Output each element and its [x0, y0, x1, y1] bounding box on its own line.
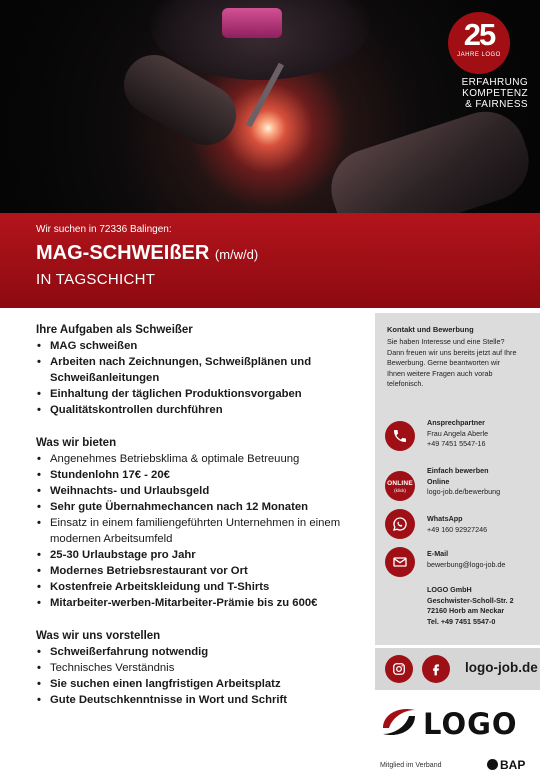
online-apply-badge[interactable]: ONLINE (klick) — [385, 471, 415, 501]
social-bar — [375, 648, 540, 690]
contact-text: Sie haben Interesse und eine Stelle? Dann freuen wir uns bereits jetzt auf Ihre Bewerbung. Gerne beantworten wir Ihnen weitere Fragen auch vorab telefonisch. — [387, 337, 517, 389]
offer-title: Was wir bieten — [36, 437, 117, 449]
list-item: • Mitarbeiter-werben-Mitarbeiter-Prämie bis zu 600€ — [36, 595, 366, 611]
tasks-title: Ihre Aufgaben als Schweißer — [36, 324, 193, 336]
requirements-title: Was wir uns vorstellen — [36, 630, 161, 642]
list-item: • Sie suchen einen langfristigen Arbeitsplatz — [36, 676, 366, 692]
anniversary-badge — [448, 12, 510, 74]
list-item: • Stundenlohn 17€ - 20€ — [36, 467, 366, 483]
badge-subtitle: JAHRE LOGO — [457, 52, 501, 58]
hero-welding-photo — [0, 0, 540, 213]
whatsapp-contact: WhatsApp +49 160 92927246 — [427, 514, 537, 535]
list-item: • Einsatz in einem familiengeführten Unternehmen in einem modernen Arbeitsumfeld — [36, 515, 366, 547]
partner-name: Frau Angela Aberle — [427, 428, 489, 438]
tasks-list — [36, 338, 366, 418]
whatsapp-icon[interactable] — [385, 509, 415, 539]
list-item: • Arbeiten nach Zeichnungen, Schweißplänen und Schweißanleitungen — [36, 354, 366, 386]
partner-phone[interactable]: +49 7451 5547-16 — [427, 439, 486, 448]
job-title-banner — [0, 213, 540, 308]
shift-label: IN TAGSCHICHT — [36, 271, 156, 288]
website-link[interactable]: logo-job.de — [465, 660, 538, 675]
requirements-list — [36, 644, 366, 708]
whatsapp-number[interactable]: +49 160 92927246 — [427, 524, 488, 534]
list-item: • Weihnachts- und Urlaubsgeld — [36, 483, 366, 499]
contact-title: Kontakt und Bewerbung — [387, 325, 474, 334]
facebook-icon[interactable] — [422, 655, 450, 683]
badge-number: 25 — [463, 17, 495, 52]
list-item: • Technisches Verständnis — [36, 660, 366, 676]
list-item: • MAG schweißen — [36, 338, 366, 354]
instagram-icon[interactable] — [385, 655, 413, 683]
offer-list — [36, 451, 366, 611]
membership-note: Mitglied im Verband — [380, 762, 442, 769]
company-logo — [375, 702, 540, 746]
job-details — [36, 322, 366, 708]
gender-suffix: (m/w/d) — [214, 247, 259, 262]
mail-icon[interactable] — [385, 547, 415, 577]
logo-mark-icon — [379, 704, 419, 740]
email-address[interactable]: bewerbung@logo-job.de — [427, 559, 506, 569]
list-item: • Gute Deutschkenntnisse in Wort und Schrift — [36, 692, 366, 708]
list-item: • Einhaltung der täglichen Produktionsvorgaben — [36, 386, 366, 402]
list-item: • Schweißerfahrung notwendig — [36, 644, 366, 660]
company-name: LOGO GmbH — [427, 585, 472, 594]
partner-contact: Ansprechpartner Frau Angela Aberle +49 7451 5547-16 — [427, 418, 537, 450]
contact-sidebar — [375, 313, 540, 645]
list-item: • 25-30 Urlaubstage pro Jahr — [36, 547, 366, 563]
tagline: ERFAHRUNG KOMPETENZ & FAIRNESS — [461, 77, 528, 110]
apply-online: Einfach bewerben Online logo-job.de/bewerbung — [427, 466, 537, 498]
association-logo: BAP — [487, 758, 525, 772]
list-item: • Kostenfreie Arbeitskleidung und T-Shirts — [36, 579, 366, 595]
location-line: Wir suchen in 72336 Balingen: — [36, 224, 172, 235]
list-item: • Qualitätskontrollen durchführen — [36, 402, 366, 418]
phone-icon[interactable] — [385, 421, 415, 451]
list-item: • Sehr gute Übernahmechancen nach 12 Monaten — [36, 499, 366, 515]
list-item: • Angenehmes Betriebsklima & optimale Betreuung — [36, 451, 366, 467]
logo-wordmark: LOGO — [423, 707, 518, 741]
company-address: LOGO GmbH Geschwister-Scholl-Str. 2 72160 Horb am Neckar Tel. +49 7451 5547-0 — [427, 585, 537, 627]
apply-link[interactable]: logo-job.de/bewerbung — [427, 487, 501, 496]
email-contact: E-Mail bewerbung@logo-job.de — [427, 549, 537, 570]
job-title: MAG-SCHWEIßER (m/w/d) — [36, 242, 259, 264]
bap-mark-icon — [487, 759, 498, 770]
list-item: • Modernes Betriebsrestaurant vor Ort — [36, 563, 366, 579]
